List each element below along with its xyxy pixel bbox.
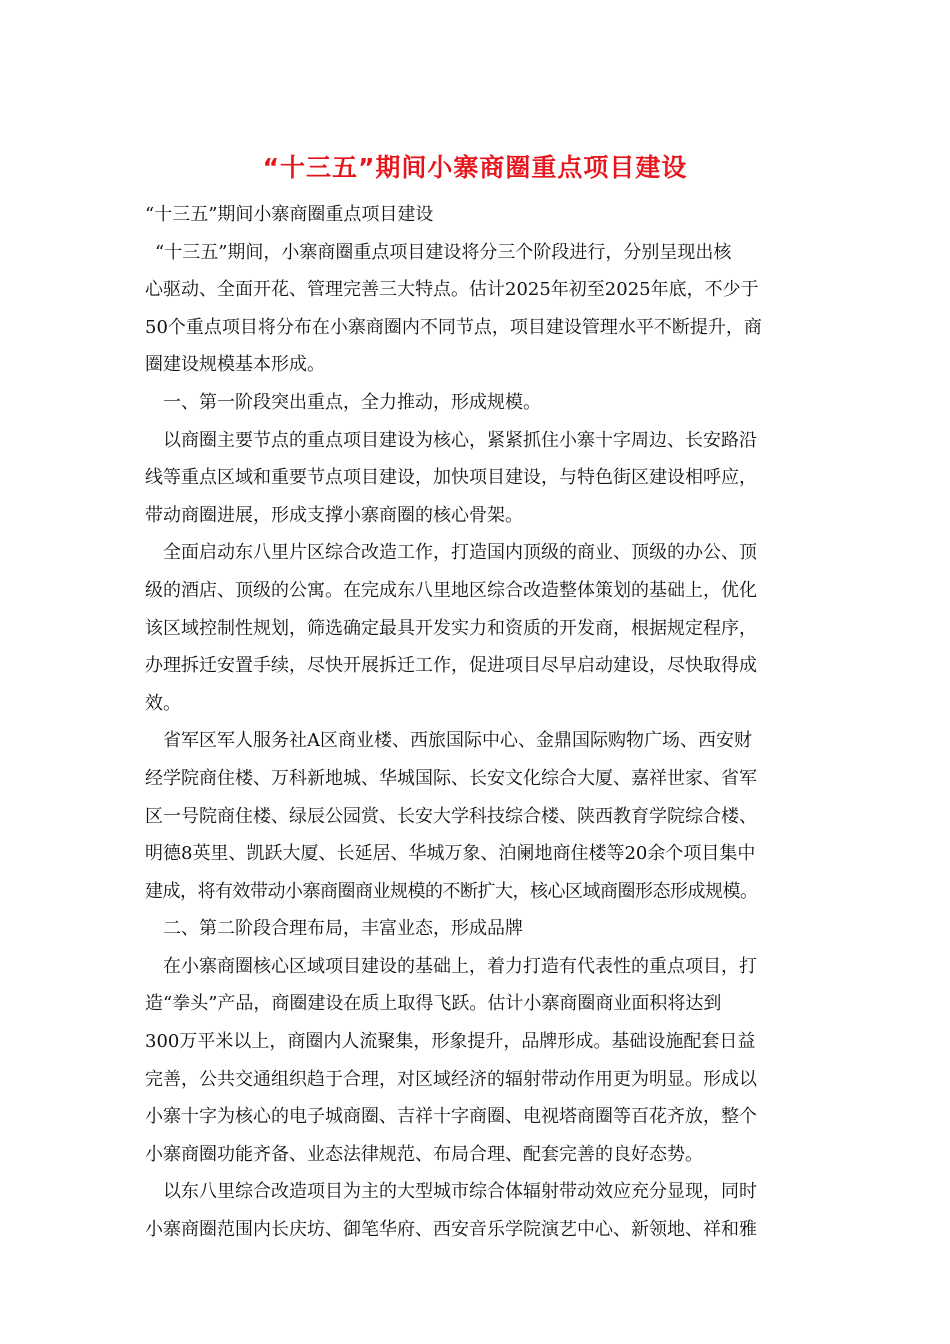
paragraph-line: 省军区军人服务社A区商业楼、西旅国际中心、金鼎国际购物广场、西安财 xyxy=(163,730,752,752)
paragraph-line: 圈建设规模基本形成。 xyxy=(145,354,325,376)
paragraph-line: 小寨商圈范围内长庆坊、御笔华府、西安音乐学院演艺中心、新领地、祥和雅 xyxy=(145,1219,757,1241)
paragraph-line: 小寨商圈功能齐备、业态法律规范、布局合理、配套完善的良好态势。 xyxy=(145,1143,703,1165)
section-heading: 二、第二阶段合理布局，丰富业态，形成品牌 xyxy=(163,918,523,940)
paragraph-line: 线等重点区域和重要节点项目建设，加快项目建设，与特色街区建设相呼应， xyxy=(145,467,757,489)
paragraph-line: 心驱动、全面开花、管理完善三大特点。估计2025年初至2025年底，不少于 xyxy=(145,279,759,301)
paragraph-line: 在小寨商圈核心区域项目建设的基础上，着力打造有代表性的重点项目，打 xyxy=(163,955,757,977)
paragraph-line: 完善，公共交通组织趋于合理，对区域经济的辐射带动作用更为明显。形成以 xyxy=(145,1068,757,1090)
paragraph-line: 办理拆迁安置手续，尽快开展拆迁工作，促进项目尽早启动建设，尽快取得成 xyxy=(145,655,757,677)
document-title: “十三五”期间小寨商圈重点项目建设 xyxy=(262,153,688,182)
document-body xyxy=(145,196,810,1249)
paragraph-line: 以商圈主要节点的重点项目建设为核心，紧紧抓住小寨十字周边、长安路沿 xyxy=(163,429,757,451)
section-heading: 一、第一阶段突出重点，全力推动，形成规模。 xyxy=(163,391,541,413)
paragraph-line: 区一号院商住楼、绿辰公园赏、长安大学科技综合楼、陕西教育学院综合楼、 xyxy=(145,805,757,827)
paragraph-line: 全面启动东八里片区综合改造工作，打造国内顶级的商业、顶级的办公、顶 xyxy=(163,542,757,564)
paragraph-line: 造“拳头”产品，商圈建设在质上取得飞跃。估计小寨商圈商业面积将达到 xyxy=(145,993,722,1015)
paragraph-line: 带动商圈进展，形成支撑小寨商圈的核心骨架。 xyxy=(145,504,523,526)
paragraph-line: 级的酒店、顶级的公寓。在完成东八里地区综合改造整体策划的基础上，优化 xyxy=(145,579,757,601)
paragraph-line: 50个重点项目将分布在小寨商圈内不同节点，项目建设管理水平不断提升，商 xyxy=(145,316,762,338)
paragraph-line: “十三五”期间，小寨商圈重点项目建设将分三个阶段进行，分别呈现出核 xyxy=(155,241,732,263)
paragraph-line: 明德8英里、凯跃大厦、长延居、华城万象、泊阑地商住楼等20余个项目集中 xyxy=(145,843,756,865)
subtitle-line: “十三五”期间小寨商圈重点项目建设 xyxy=(145,204,434,225)
paragraph-line: 建成，将有效带动小寨商圈商业规模的不断扩大，核心区域商圈形态形成规模。 xyxy=(145,880,758,902)
paragraph-line: 300万平米以上，商圈内人流聚集，形象提升，品牌形成。基础设施配套日益 xyxy=(145,1031,756,1053)
paragraph-line: 以东八里综合改造项目为主的大型城市综合体辐射带动效应充分显现，同时 xyxy=(163,1181,757,1203)
paragraph-line: 该区域控制性规划，筛选确定最具开发实力和资质的开发商，根据规定程序， xyxy=(145,617,757,639)
paragraph-line: 效。 xyxy=(145,692,181,714)
paragraph-line: 小寨十字为核心的电子城商圈、吉祥十字商圈、电视塔商圈等百花齐放，整个 xyxy=(145,1106,757,1128)
paragraph-line: 经学院商住楼、万科新地城、华城国际、长安文化综合大厦、嘉祥世家、省军 xyxy=(145,767,757,789)
